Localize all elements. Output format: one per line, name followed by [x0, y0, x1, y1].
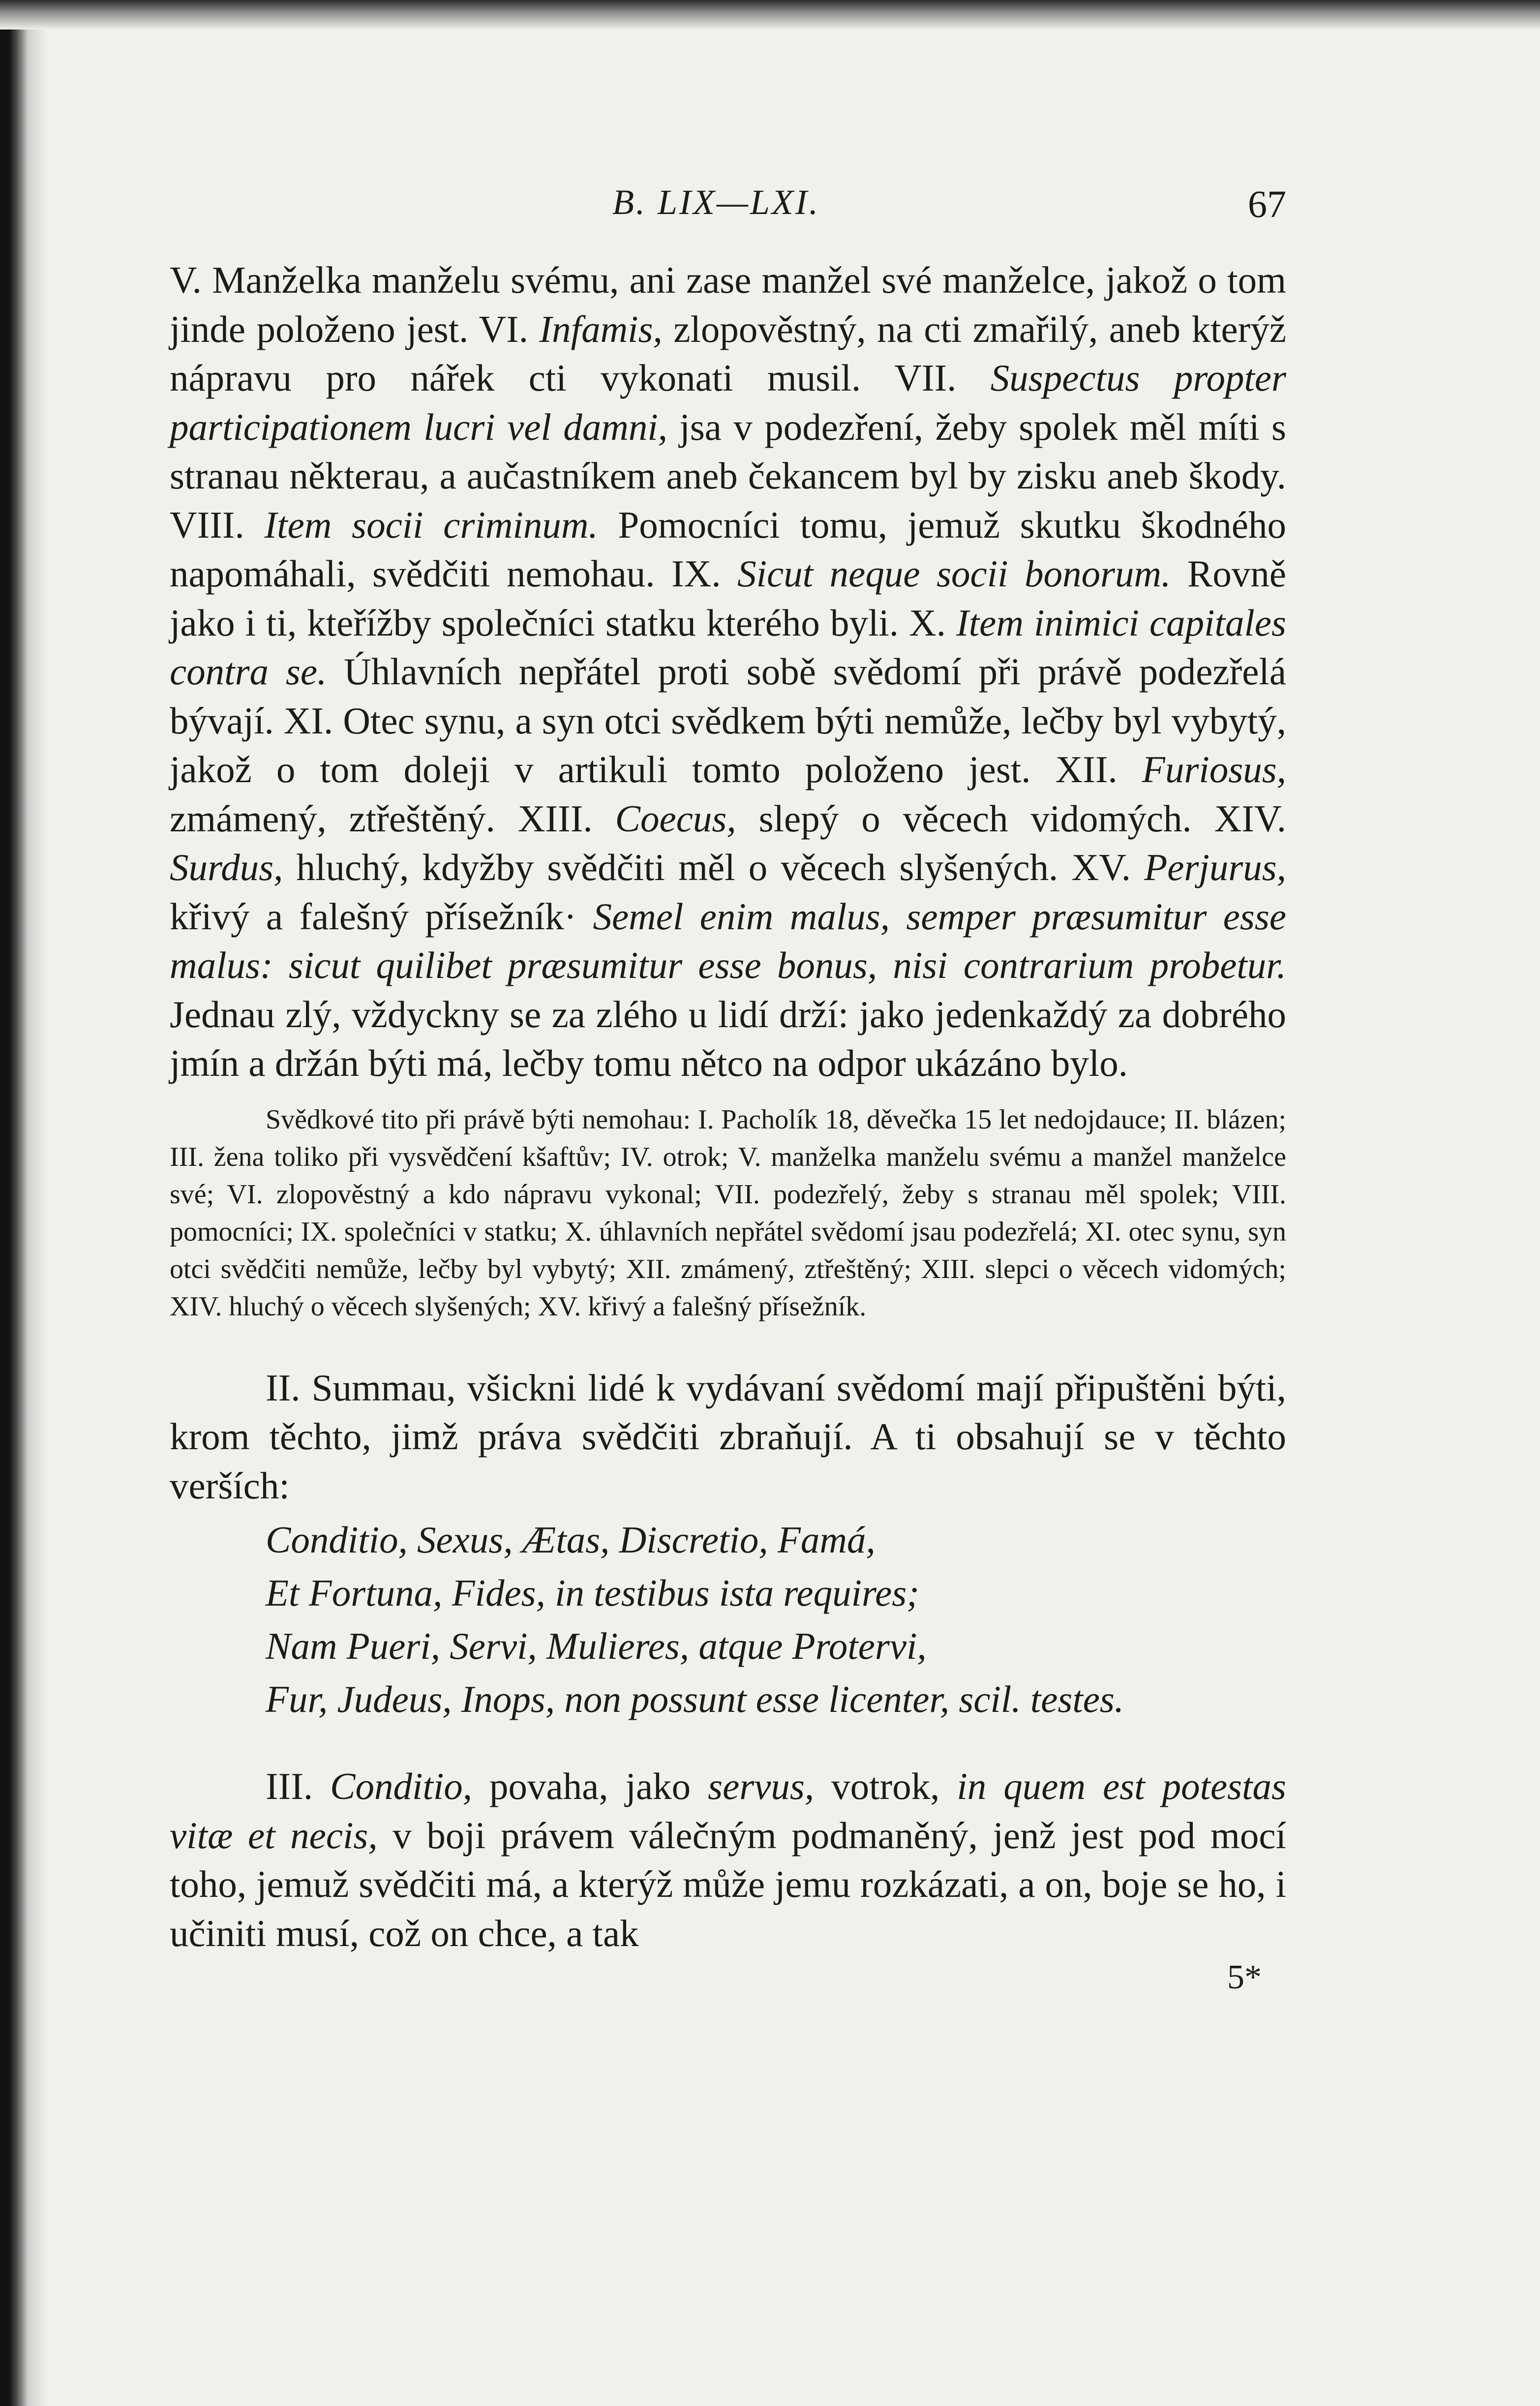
running-head — [170, 182, 1286, 251]
verse-line: Fur, Judeus, Inops, non possunt esse licenter, scil. testes. — [266, 1678, 1124, 1720]
text-run: jsa v podezření, žeby spolek měl míti s stranau některau, a aučastníkem aneb čekancem byl by zisku aneb škody. VIII. — [170, 405, 1286, 546]
scan-edge-top — [0, 0, 1540, 30]
text-run: povaha, jako — [472, 1765, 708, 1807]
text-run: votrok, — [814, 1765, 957, 1807]
paragraph-section-ii: II. Summau, všickni lidé k vydávaní svědomí mají připuštěni býti, krom těchto, jimž práva svědčiti zbraňují. A ti obsahují se v těchto verších: — [170, 1366, 1286, 1507]
latin-maxim: Semel enim malus, semper præsumitur esse malus: sicut quilibet præsumitur esse bonus, nisi contrarium probetur. — [170, 895, 1286, 986]
printer-signature-mark: 5* — [1227, 1958, 1262, 1996]
latin-term: Item inimici capitales contra se. — [170, 601, 1286, 693]
text-run: zmámený, ztřeštěný. XIII. — [170, 797, 615, 840]
paragraph-section-iii — [170, 1762, 1286, 1958]
verse-line: Conditio, Sexus, Ætas, Discretio, Famá, — [266, 1519, 876, 1561]
verse-line: Et Fortuna, Fides, in testibus ista requires; — [266, 1572, 919, 1614]
text-run: V. Manželka manželu svému, ani zase manžel své manželce, jakož o tom jinde položeno jest. VI. — [170, 259, 1286, 350]
latin-term: Perjurus, — [1144, 846, 1286, 888]
page-number: 67 — [1248, 183, 1286, 225]
latin-term: servus, — [708, 1765, 815, 1807]
latin-term: in quem est potestas vitæ et necis, — [170, 1765, 1286, 1857]
latin-term: Suspectus propter participationem lucri vel damni, — [170, 357, 1286, 448]
text-run: hluchý, kdyžby svědčiti měl o věcech slyšených. XV. — [283, 846, 1145, 888]
scan-edge-left — [0, 0, 47, 2406]
latin-term: Conditio, — [330, 1765, 472, 1807]
text-run: zlopověstný, na cti zmařilý, aneb kterýž nápravu pro nářek cti vykonati musil. VII. — [170, 307, 1286, 399]
latin-term: Coecus, — [615, 797, 736, 840]
text-run: Rovně jako i ti, kteřížby společníci statku kterého byli. X. — [170, 552, 1286, 644]
paragraph-witnesses-v-xv — [170, 256, 1286, 1088]
running-title: B. LIX—LXI. — [612, 183, 820, 222]
latin-term: Infamis, — [539, 307, 663, 350]
text-run: Pomocníci tomu, jemuž skutku škodného napomáhali, svědčiti nemohau. IX. — [170, 503, 1287, 595]
latin-verses — [266, 1513, 1286, 1726]
text-run: slepý o věcech vidomých. XIV. — [736, 797, 1286, 840]
summary-note: Svědkové tito při právě býti nemohau: I. Pacholík 18, děvečka 15 let nedojdauce; II. blázen; III. žena toliko při vysvědčení kšaftův; IV. otrok; V. manželka manželu svému a manžel manželce své; VI. zlopověstný a kdo nápravu vykonal; VII. podezřelý, žeby s stranau měl spolek; VIII. pomocníci; IX. společníci v statku; X. úhlavních nepřátel svědomí jsau podezřelá; XI. otec synu, syn otci svědčiti nemůže, lečby byl vybytý; XII. zmámený, ztřeštěný; XIII. slepci o věcech vidomých; XIV. hluchý o věcech slyšených; XV. křivý a falešný přísežník. — [170, 1104, 1286, 1322]
text-run: křivý a falešný přísežník· — [170, 895, 593, 938]
book-page — [170, 182, 1286, 1997]
text-run: v boji právem válečným podmaněný, jenž jest pod mocí toho, jemuž svědčiti má, a kterýž může jemu rozkázati, a on, boje se ho, i učiniti musí, což on chce, a tak — [170, 1814, 1287, 1954]
latin-term: Surdus, — [170, 846, 283, 888]
text-run: Jednau zlý, vždyckny se za zlého u lidí drží: jako jedenkaždý za dobrého jmín a držán býti má, lečby tomu nětco na odpor ukázáno bylo. — [170, 993, 1286, 1084]
text-run: Úhlavních nepřátel proti sobě svědomí při právě podezřelá bývají. XI. Otec synu, a syn otci svědkem býti nemůže, lečby byl vybytý, jakož o tom doleji v artikuli tomto položeno jest. XII. — [170, 650, 1286, 791]
latin-term: Sicut neque socii bonorum. — [737, 552, 1171, 595]
latin-term: Furiosus, — [1142, 748, 1286, 791]
verse-line: Nam Pueri, Servi, Mulieres, atque Protervi, — [266, 1625, 927, 1667]
latin-term: Item socii criminum. — [264, 503, 598, 546]
text-run: III. — [266, 1765, 331, 1807]
